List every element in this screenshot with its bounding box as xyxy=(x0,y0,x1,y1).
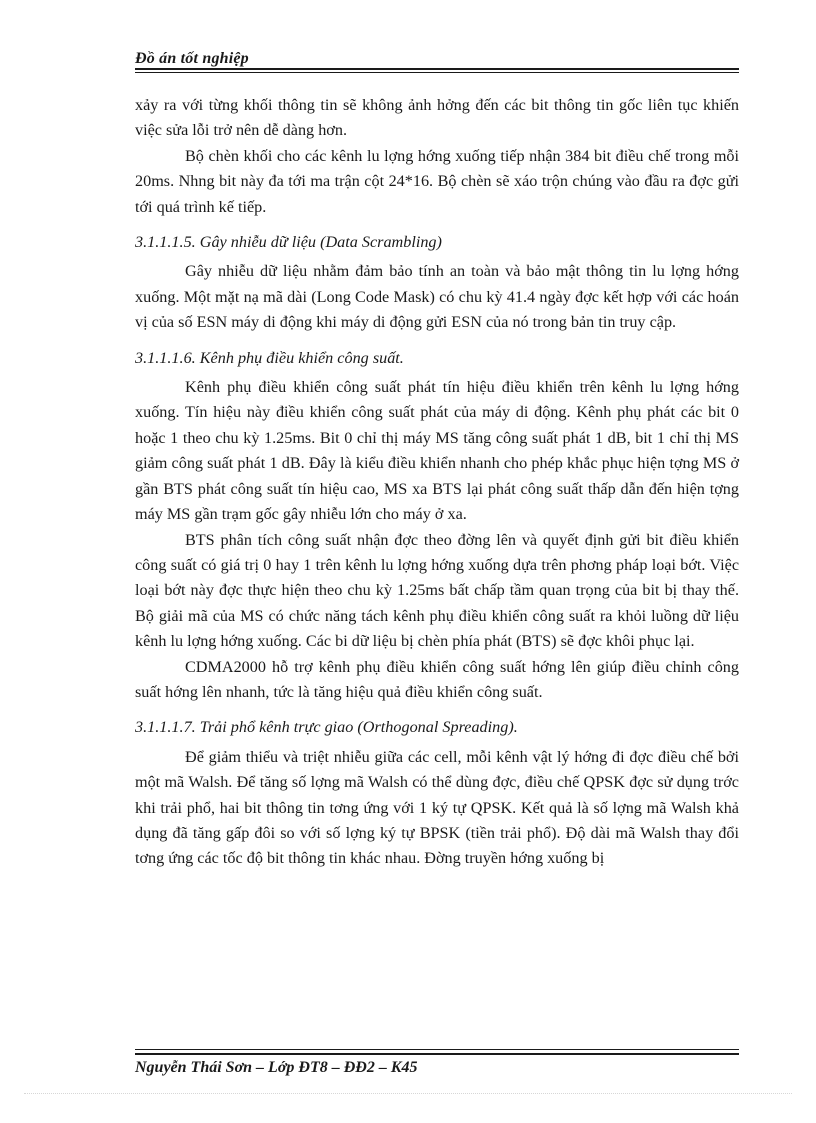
footer-title: Nguyễn Thái Sơn – Lớp ĐT8 – ĐĐ2 – K45 xyxy=(135,1059,418,1076)
page-bottom-dotted-line xyxy=(24,1093,792,1094)
paragraph: xảy ra với từng khối thông tin sẽ không ảnh hởng đến các bit thông tin gốc liên tục khiến việc sửa lỗi trở nên dễ dàng hơn. xyxy=(135,96,739,140)
header-rule-thin xyxy=(135,72,739,73)
header-title: Đồ án tốt nghiệp xyxy=(135,50,249,67)
header-rule-thick xyxy=(135,68,739,70)
paragraph: Gây nhiễu dữ liệu nhằm đảm bảo tính an toàn và bảo mật thông tin lu lợng hớng xuống. Một mặt nạ mã dài (Long Code Mask) có chu kỳ 41.4 ngày đợc kết hợp với các hoán vị của số ESN máy di động khi máy di động gửi ESN của nó trong bản tin truy cập. xyxy=(135,262,739,332)
section-heading: 3.1.1.1.7. Trải phổ kênh trực giao (Orthogonal Spreading). xyxy=(135,718,518,737)
footer-rule-thick xyxy=(135,1053,739,1055)
paragraph: CDMA2000 hỗ trợ kênh phụ điều khiển công suất hớng lên giúp điều chỉnh công suất hớng lên nhanh, tức là tăng hiệu quả điều khiển công suất. xyxy=(135,657,739,701)
paragraph: BTS phân tích công suất nhận đợc theo đờng lên và quyết định gửi bit điều khiển công suất có giá trị 0 hay 1 trên kênh lu lợng hớng xuống dựa trên phơng pháp loại bớt. Việc loại bớt này đợc thực hiện theo chu kỳ 1.25ms bất chấp tầm quan trọng của bit bị thay thế. Bộ giải mã của MS có chức năng tách kênh phụ điều khiển công suất ra khỏi luồng dữ liệu kênh lu lợng hớng xuống. Các bi dữ liệu bị chèn phía phát (BTS) sẽ đợc khôi phục lại. xyxy=(135,530,739,651)
section-heading: 3.1.1.1.5. Gây nhiễu dữ liệu (Data Scrambling) xyxy=(135,233,442,252)
paragraph: Kênh phụ điều khiển công suất phát tín hiệu điều khiển trên kênh lu lợng hớng xuống. Tín hiệu này điều khiển công suất phát của máy di động. Kênh phụ phát các bit 0 hoặc 1 theo chu kỳ 1.25ms. Bit 0 chỉ thị máy MS tăng công suất phát 1 dB, bit 1 chỉ thị MS giảm công suất phát 1 dB. Đây là kiểu điều khiển nhanh cho phép khắc phục hiện tợng MS ở gần BTS phát công suất tín hiệu cao, MS xa BTS lại phát công suất thấp dẫn đến hiện tợng máy MS gần trạm gốc gây nhiễu lớn cho máy ở xa. xyxy=(135,378,739,524)
body-text xyxy=(135,93,739,872)
footer-rule-thin xyxy=(135,1049,739,1050)
paragraph: Để giảm thiểu và triệt nhiễu giữa các cell, mỗi kênh vật lý hớng đi đợc điều chế bởi một mã Walsh. Để tăng số lợng mã Walsh có thể dùng đợc, điều chế QPSK đợc sử dụng trớc khi trải phổ, hai bit thông tin tơng ứng với 1 ký tự QPSK. Kết quả là số lợng mã Walsh khả dụng đã tăng gấp đôi so với số lợng ký tự BPSK (tiền trải phổ). Độ dài mã Walsh thay đổi tơng ứng các tốc độ bit thông tin khác nhau. Đờng truyền hớng xuống bị xyxy=(135,747,739,868)
section-heading: 3.1.1.1.6. Kênh phụ điều khiển công suất. xyxy=(135,348,404,367)
paragraph: Bộ chèn khối cho các kênh lu lợng hớng xuống tiếp nhận 384 bit điều chế trong mỗi 20ms. Nhng bit này đa tới ma trận cột 24*16. Bộ chèn sẽ xáo trộn chúng vào đầu ra đợc gửi tới quá trình kế tiếp. xyxy=(135,146,739,216)
